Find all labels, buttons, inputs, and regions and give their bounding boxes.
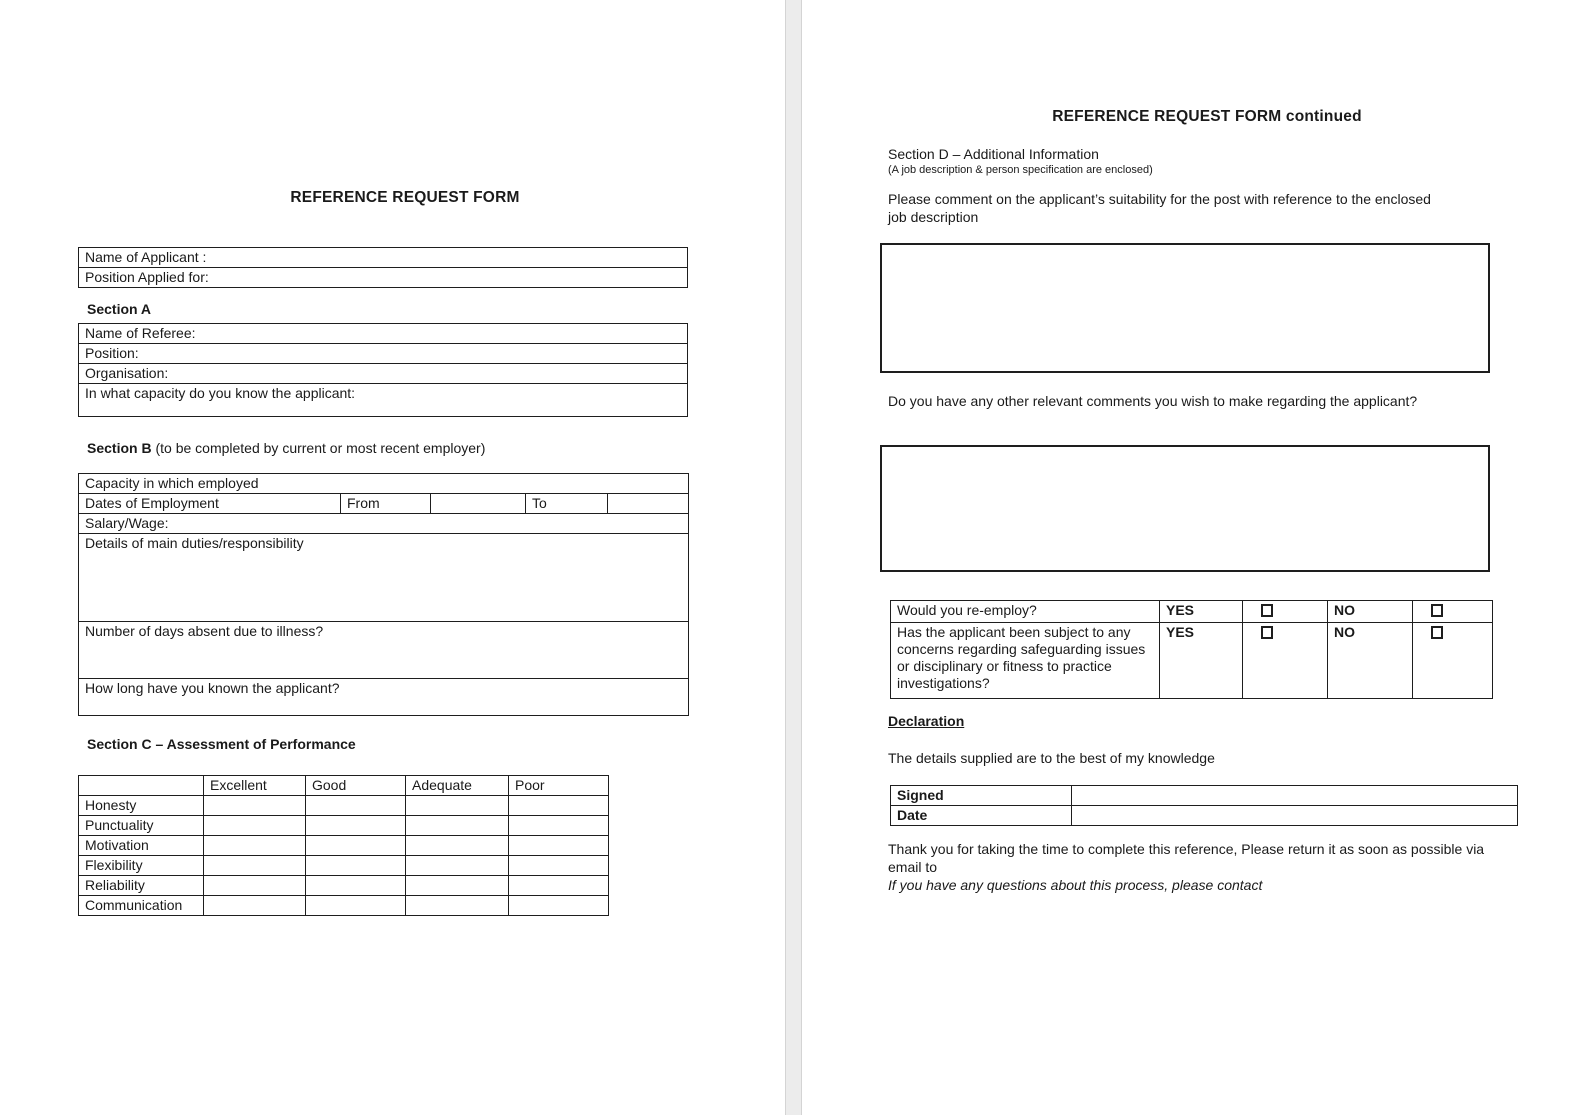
rating-cell[interactable] (406, 896, 509, 916)
section-c-heading: Section C – Assessment of Performance (87, 736, 356, 752)
other-comments-box[interactable] (880, 445, 1490, 572)
employed-capacity-field[interactable]: Capacity in which employed (79, 474, 689, 494)
rating-cell[interactable] (204, 896, 306, 916)
contact-note: If you have any questions about this process, please contact (888, 877, 1263, 893)
section-d-subnote: (A job description & person specification are enclosed) (888, 164, 1153, 176)
safeguarding-no-label: NO (1328, 623, 1413, 699)
rating-cell[interactable] (204, 856, 306, 876)
salary-field[interactable]: Salary/Wage: (79, 514, 689, 534)
row-label-reliability: Reliability (79, 876, 204, 896)
re-employ-question: Would you re-employ? (891, 601, 1160, 623)
rating-cell[interactable] (204, 816, 306, 836)
signature-table (890, 785, 1518, 826)
absence-field[interactable]: Number of days absent due to illness? (79, 622, 689, 679)
rating-cell[interactable] (509, 896, 609, 916)
section-b-table (78, 473, 689, 716)
assessment-table (78, 775, 609, 916)
other-comments-prompt: Do you have any other relevant comments you wish to make regarding the applicant? (888, 393, 1418, 409)
row-label-honesty: Honesty (79, 796, 204, 816)
signed-label: Signed (891, 786, 1072, 806)
rating-cell[interactable] (406, 816, 509, 836)
date-label: Date (891, 806, 1072, 826)
rating-cell[interactable] (204, 796, 306, 816)
re-employ-yes-checkbox[interactable] (1261, 604, 1273, 617)
rating-cell[interactable] (306, 836, 406, 856)
safeguarding-no-cell (1413, 623, 1493, 699)
organisation-field[interactable]: Organisation: (79, 364, 688, 384)
re-employ-no-cell (1413, 601, 1493, 623)
declaration-statement: The details supplied are to the best of my knowledge (888, 750, 1215, 766)
yes-no-questions-table (890, 600, 1493, 699)
section-a-table (78, 323, 688, 417)
page-gap-divider (785, 0, 802, 1115)
date-field[interactable] (1072, 806, 1518, 826)
re-employ-yes-cell (1243, 601, 1328, 623)
rating-cell[interactable] (509, 816, 609, 836)
section-b-heading-bold: Section B (87, 440, 152, 456)
section-b-heading (87, 440, 485, 456)
rating-cell[interactable] (204, 836, 306, 856)
re-employ-yes-label: YES (1160, 601, 1243, 623)
declaration-heading: Declaration (888, 713, 965, 729)
row-label-communication: Communication (79, 896, 204, 916)
page-title: REFERENCE REQUEST FORM (290, 189, 520, 206)
rating-cell[interactable] (509, 856, 609, 876)
page-title-continued: REFERENCE REQUEST FORM continued (1052, 108, 1362, 125)
suitability-comment-box[interactable] (880, 243, 1490, 373)
re-employ-no-checkbox[interactable] (1431, 604, 1443, 617)
rating-cell[interactable] (306, 856, 406, 876)
rating-cell[interactable] (509, 876, 609, 896)
section-a-heading: Section A (87, 301, 152, 317)
applicant-table (78, 247, 688, 288)
from-label: From (341, 494, 431, 514)
rating-cell[interactable] (306, 796, 406, 816)
safeguarding-yes-label: YES (1160, 623, 1243, 699)
row-label-motivation: Motivation (79, 836, 204, 856)
to-label: To (526, 494, 608, 514)
section-d-heading: Section D – Additional Information (888, 146, 1099, 162)
rating-cell[interactable] (306, 876, 406, 896)
re-employ-no-label: NO (1328, 601, 1413, 623)
signed-field[interactable] (1072, 786, 1518, 806)
thank-you-note: Thank you for taking the time to complete this reference, Please return it as soon as possible via email to (888, 841, 1485, 875)
dates-of-employment-label: Dates of Employment (79, 494, 341, 514)
page-2 (802, 0, 1588, 1115)
referee-position-field[interactable]: Position: (79, 344, 688, 364)
from-date-field[interactable] (431, 494, 526, 514)
column-header-excellent: Excellent (204, 776, 306, 796)
rating-cell[interactable] (306, 816, 406, 836)
safeguarding-yes-checkbox[interactable] (1261, 626, 1273, 639)
page-1 (0, 0, 785, 1115)
safeguarding-yes-cell (1243, 623, 1328, 699)
column-header-poor: Poor (509, 776, 609, 796)
assessment-corner-cell (79, 776, 204, 796)
duties-field[interactable]: Details of main duties/responsibility (79, 534, 689, 622)
column-header-adequate: Adequate (406, 776, 509, 796)
applicant-name-field[interactable]: Name of Applicant : (79, 248, 688, 268)
rating-cell[interactable] (406, 836, 509, 856)
rating-cell[interactable] (509, 836, 609, 856)
position-applied-field[interactable]: Position Applied for: (79, 268, 688, 288)
capacity-known-field[interactable]: In what capacity do you know the applicant: (79, 384, 688, 417)
row-label-punctuality: Punctuality (79, 816, 204, 836)
rating-cell[interactable] (509, 796, 609, 816)
referee-name-field[interactable]: Name of Referee: (79, 324, 688, 344)
rating-cell[interactable] (406, 796, 509, 816)
safeguarding-no-checkbox[interactable] (1431, 626, 1443, 639)
row-label-flexibility: Flexibility (79, 856, 204, 876)
section-b-heading-rest: (to be completed by current or most recent employer) (151, 440, 486, 456)
safeguarding-question: Has the applicant been subject to any concerns regarding safeguarding issues or disciplinary or fitness to practice investigations? (891, 623, 1160, 699)
rating-cell[interactable] (204, 876, 306, 896)
column-header-good: Good (306, 776, 406, 796)
rating-cell[interactable] (306, 896, 406, 916)
suitability-prompt: Please comment on the applicant’s suitability for the post with reference to the enclosed job description (888, 191, 1431, 225)
rating-cell[interactable] (406, 876, 509, 896)
to-date-field[interactable] (608, 494, 689, 514)
rating-cell[interactable] (406, 856, 509, 876)
known-duration-field[interactable]: How long have you known the applicant? (79, 679, 689, 716)
